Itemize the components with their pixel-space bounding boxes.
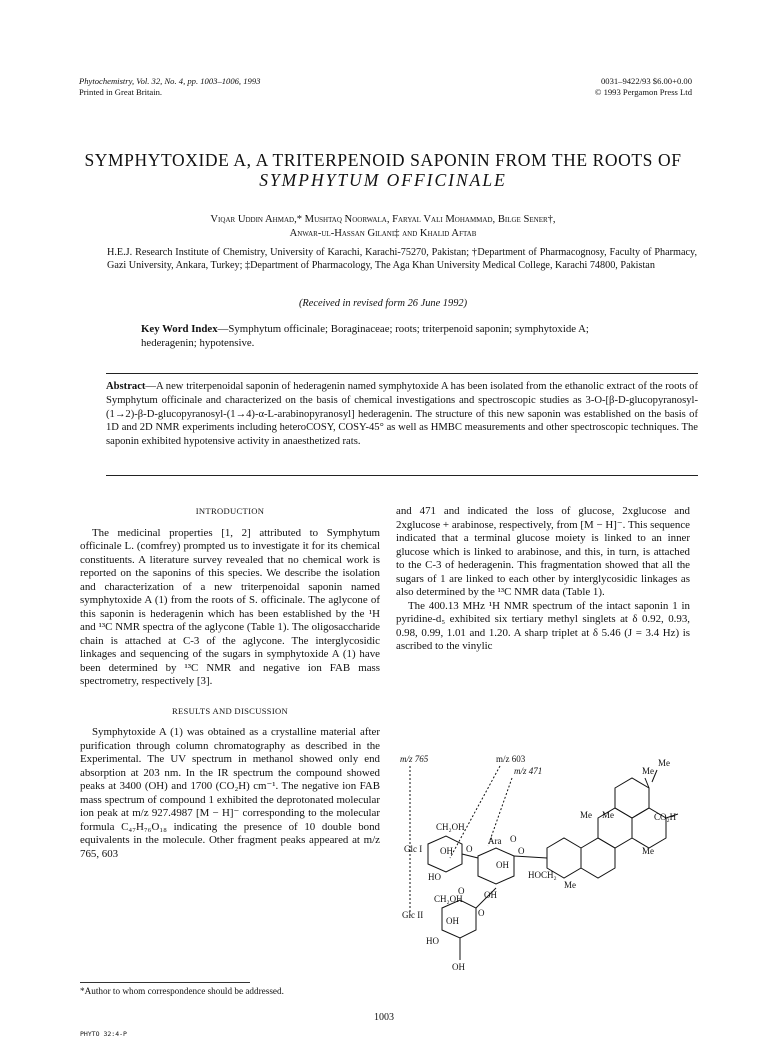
label-me-ring-right: Me — [602, 810, 614, 820]
keyword-index — [141, 322, 641, 350]
received-date: (Received in revised form 26 June 1992) — [298, 298, 468, 309]
label-glc1: Glc I — [404, 844, 423, 854]
label-me-c4: Me — [564, 880, 576, 890]
label-ch2oh-glc2: CH₂OH — [434, 894, 463, 904]
abstract — [106, 380, 698, 449]
results-paragraph: Symphytoxide A (1) was obtained as a crystalline material after purification through column chromatography as described in the Experimental. The UV spectrum in methanol showed only end absorption at 203 nm. In the IR spectrum the compound showed peaks at 3400 (OH) and 1700 (CO₂H) cm⁻¹. The negative ion FAB mass spectrum of compound 1 exhibited the deprotonated molecular ion peak at m/z 927.4987 [M − H]⁻ corresponding to the molecular formula C₄₇H₇₆O₁₈ indicating the presence of 10 double bond equivalents in the molecule. Other fragment peaks appeared at m/z 765, 603 — [80, 726, 380, 860]
footnote-rule — [80, 982, 250, 983]
abstract-label: Abstract — [106, 381, 146, 392]
abstract-text: —A new triterpenoidal saponin of hederagenin named symphytoxide A has been isolated from the ethanolic extract of the roots of Symphytum officinale and characterized on the basis of chemical investigations and spectroscopic studies as 3-O-[β-D-glucopyranosyl-(1→2)-β-D-glucopyranosyl-(1→4)-α-L-arabinopyranosyl] hederagenin. The structure of this new saponin was established on the basis of 1D and 2D NMR experiments including heteroCOSY, COSY-45° as well as HMBC measurements and other spectroscopic techniques. The saponin exhibited hypotensive activity in anaesthetized rats. — [106, 381, 698, 448]
label-co2h: CO₂H — [654, 812, 677, 822]
label-oh-ara-lower: OH — [484, 890, 497, 900]
label-ho-glc1: HO — [428, 872, 441, 882]
authors-line-1: Viqar Uddin Ahmad,* Mushtaq Noorwala, Faryal Vali Mohammad, Bilge Sener†, — [210, 214, 556, 225]
right-paragraph-2: The 400.13 MHz ¹H NMR spectrum of the intact saponin 1 in pyridine-d₅ exhibited six tertiary methyl singlets at δ 0.92, 0.93, 0.98, 0.99, 1.01 and 1.20. A sharp triplet at δ 5.46 (J = 3.4 Hz) is ascribed to the vinylic — [396, 599, 690, 652]
abstract-bottom-rule — [106, 475, 698, 476]
label-o-1: O — [466, 844, 473, 854]
running-header-left — [79, 76, 260, 98]
article-title — [60, 150, 706, 190]
printed-note: Printed in Great Britain. — [79, 87, 163, 97]
running-header-right — [480, 76, 692, 98]
footnote: *Author to whom correspondence should be addressed. — [80, 986, 284, 996]
label-o-3: O — [518, 846, 525, 856]
abstract-top-rule — [106, 373, 698, 374]
author-list — [60, 213, 706, 241]
label-mz603: m/z 603 — [496, 754, 526, 764]
journal-citation: Phytochemistry, Vol. 32, No. 4, pp. 1003–1006, 1993 — [79, 76, 261, 86]
affiliation: H.E.J. Research Institute of Chemistry, University of Karachi, Karachi-75270, Pakistan; †Department of Pharmacognosy, Faculty of Pharmacy, Gazi University, Ankara, Turkey; ‡Department of Pharmacology, The Aga Khan University Medical College, Karachi 74800, Pakistan — [107, 247, 697, 272]
right-column — [396, 505, 690, 654]
title-line-2: SYMPHYTUM OFFICINALE — [259, 170, 507, 190]
label-me-lower: Me — [642, 846, 654, 856]
introduction-paragraph: The medicinal properties [1, 2] attributed to Symphytum officinale L. (comfrey) prompted us to investigate it for its chemical constituents. A literature survey revealed that no chemical work is reported on the saponins of this species. We describe the isolation and characterization of a new triterpenoidal saponin named symphytoxide A (1) from the roots of S. officinale. The aglycone of this saponin is hederagenin which has been established by the ¹H and ¹³C NMR spectra of the aglycone (Table 1). The oligosaccharide chain is attached at C-3 of the aglycone. The interglycosidic linkages and sequencing of the sugars in symphytoxide A (1) have been determined by ¹³C NMR and negative ion FAB mass spectrometry, respectively [3]. — [80, 526, 380, 687]
keyword-label: Key Word Index — [141, 323, 218, 335]
label-hoch2: HOCH₂ — [528, 870, 557, 880]
results-heading: RESULTS AND DISCUSSION — [171, 705, 289, 716]
label-o-2: O — [510, 834, 517, 844]
label-ara: Ara — [488, 836, 502, 846]
label-oh-ara: OH — [496, 860, 509, 870]
label-oh-bottom: OH — [452, 962, 465, 972]
title-line-1: SYMPHYTOXIDE A, A TRITERPENOID SAPONIN FROM THE ROOTS OF — [84, 150, 682, 170]
label-oh-glc1: OH — [440, 846, 453, 856]
label-me-ring-left: Me — [580, 810, 592, 820]
label-glc2: Glc II — [402, 910, 424, 920]
left-column — [80, 505, 380, 861]
page-number: 1003 — [374, 1012, 394, 1023]
label-mz765: m/z 765 — [400, 754, 429, 764]
label-mz471: m/z 471 — [514, 766, 543, 776]
label-oh-glc2: OH — [446, 916, 459, 926]
copyright-notice: © 1993 Pergamon Press Ltd — [594, 87, 692, 97]
label-me-top-left: Me — [642, 766, 654, 776]
structure-figure — [392, 738, 692, 978]
label-ho-glc2: HO — [426, 936, 439, 946]
keyword-text: —Symphytum officinale; Boraginaceae; roots; triterpenoid saponin; symphytoxide A; hederagenin; hypotensive. — [141, 323, 589, 349]
right-paragraph-1: and 471 and indicated the loss of glucose, 2xglucose and 2xglucose + arabinose, respectively, from [M − H]⁻. This sequence indicated that a terminal glucose moiety is linked to an inner glucose which is linked to arabinose, and this, in turn, is attached to the C-3 of hederagenin. This fragmentation showed that all the sugars of 1 are linked to each other by interglycosidic linkages as also determined by the ¹³C NMR data (Table 1). — [396, 505, 690, 598]
introduction-heading: INTRODUCTION — [195, 506, 265, 516]
label-o-4: O — [458, 886, 465, 896]
price-code: 0031–9422/93 $6.00+0.00 — [600, 76, 692, 86]
authors-line-2: Anwar-ul-Hassan Gilani‡ and Khalid Aftab — [289, 228, 477, 239]
label-ch2oh-glc1: CH₂OH — [436, 822, 465, 832]
label-me-top-right: Me — [658, 758, 670, 768]
label-o-5: O — [478, 908, 485, 918]
print-code: PHYTO 32:4-P — [80, 1030, 127, 1038]
